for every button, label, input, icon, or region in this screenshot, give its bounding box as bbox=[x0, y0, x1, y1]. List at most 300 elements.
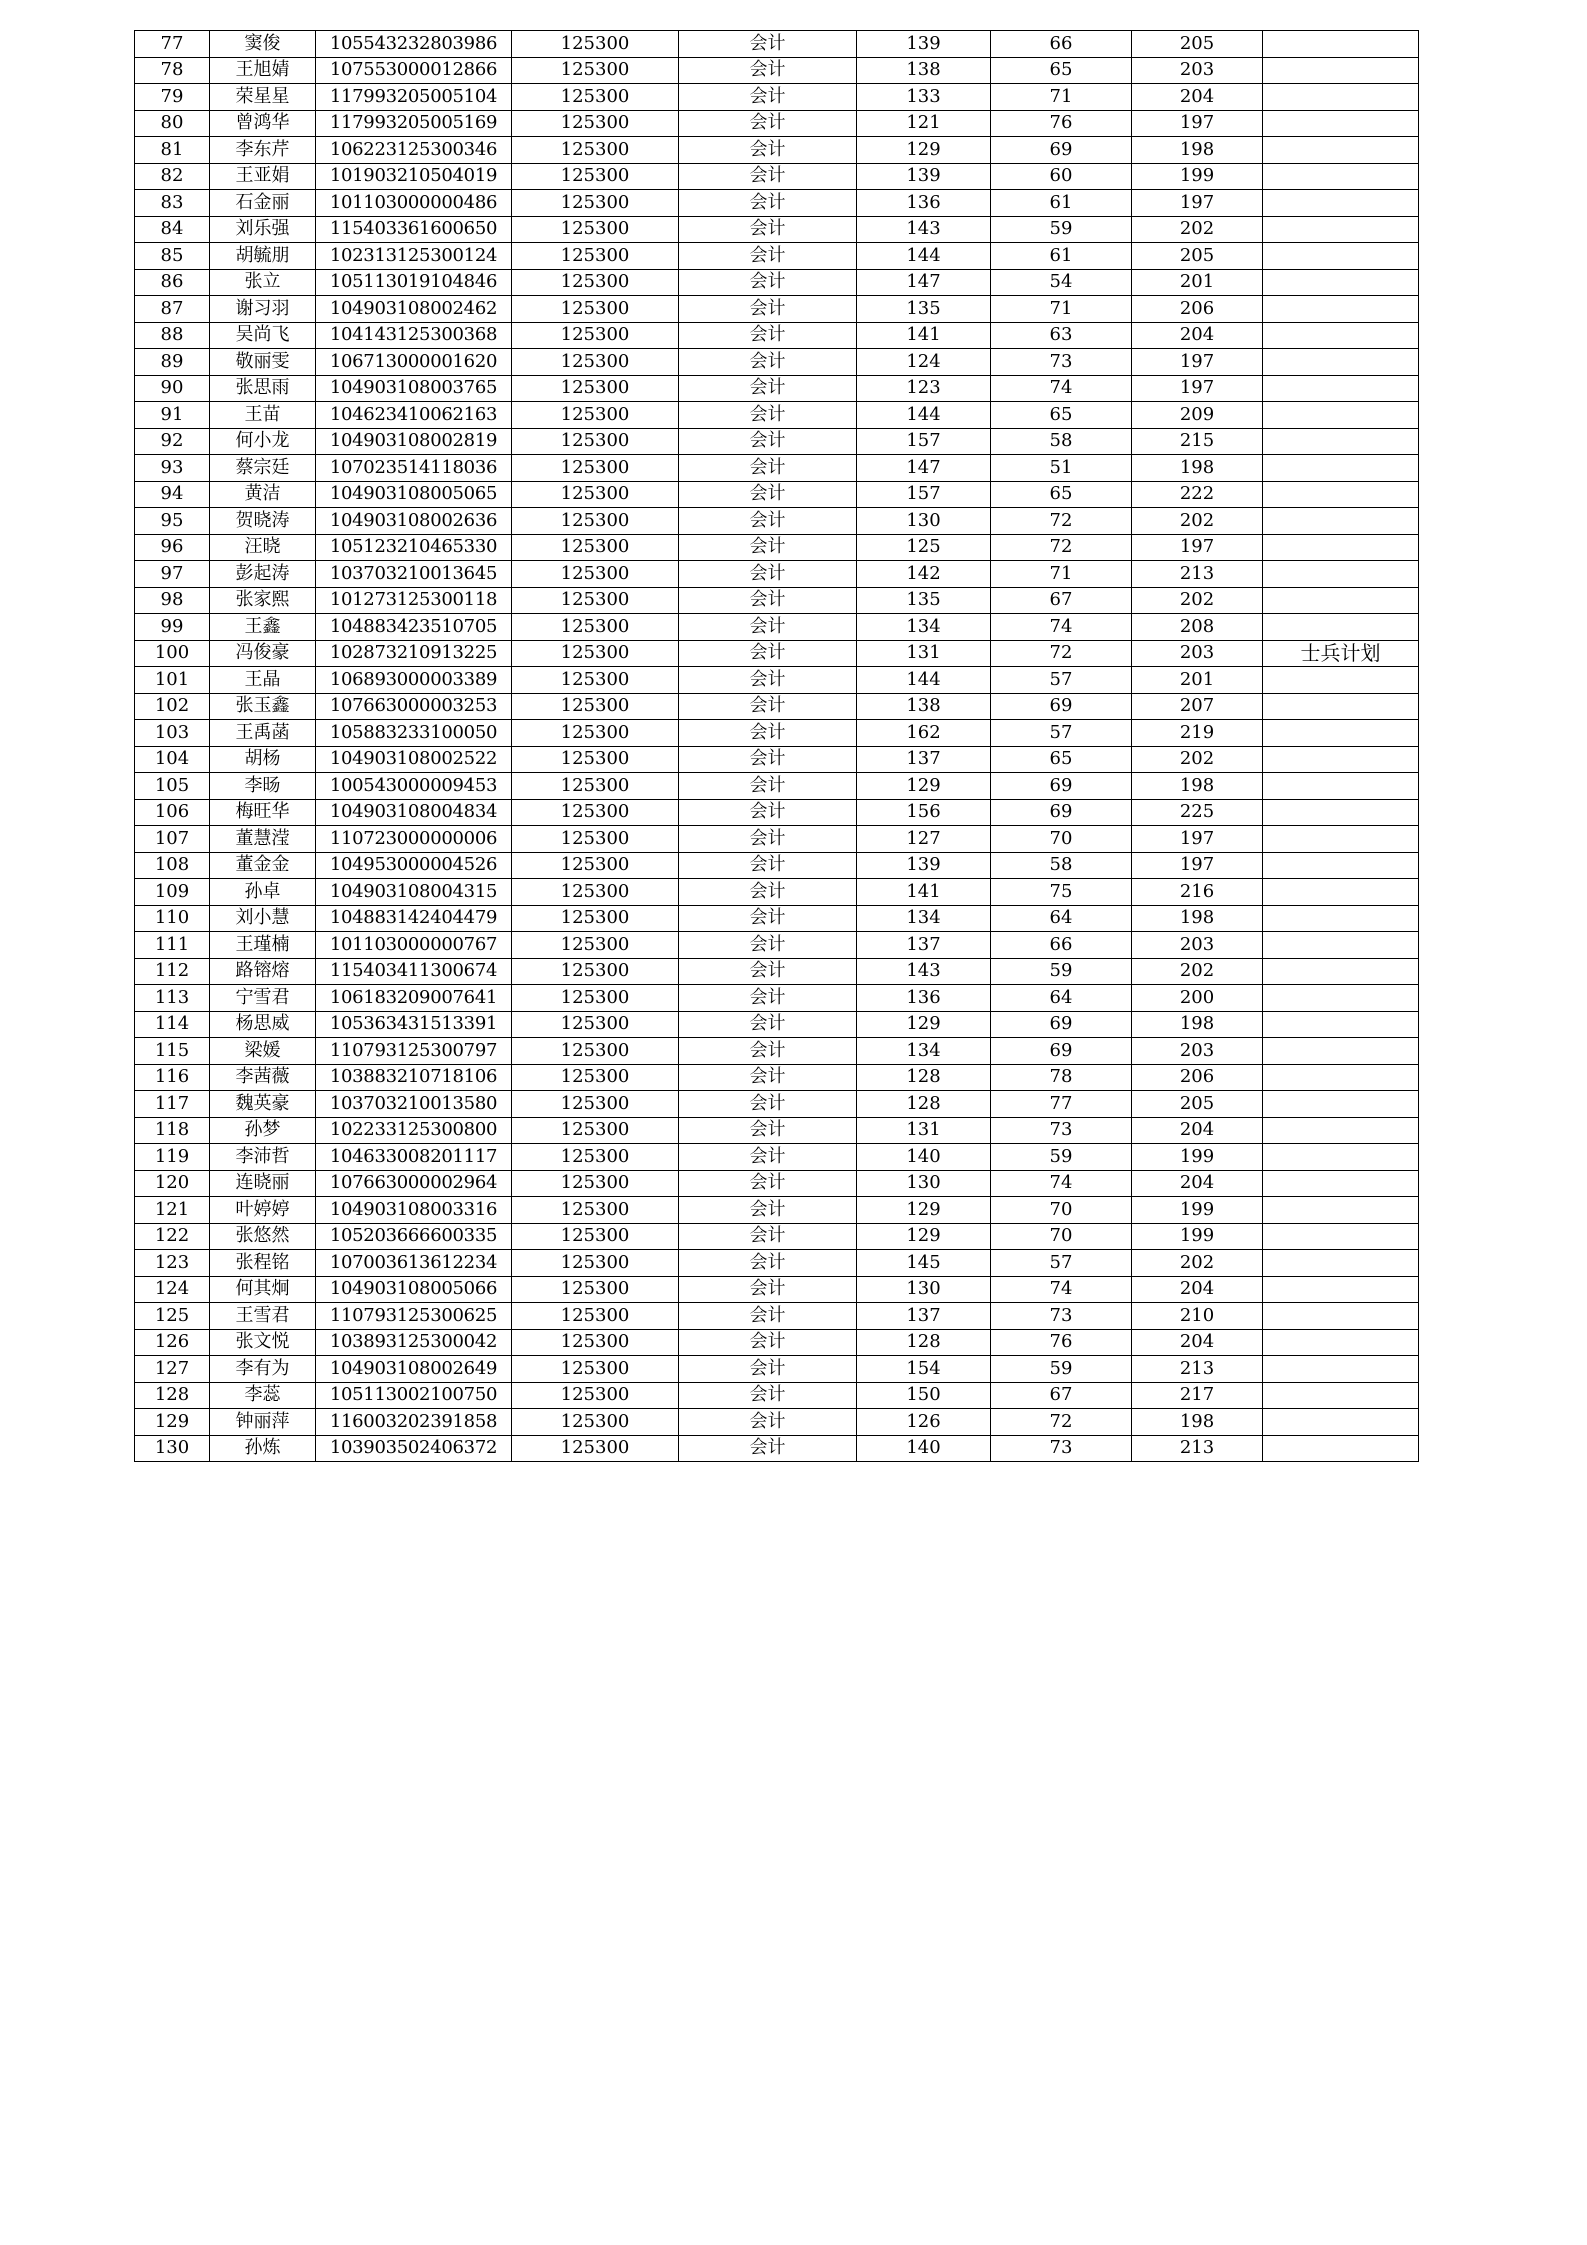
table-row bbox=[135, 905, 1419, 932]
candidate-id-cell: 102233125300800 bbox=[316, 1117, 512, 1144]
total-score-cell: 213 bbox=[1132, 1435, 1263, 1462]
candidate-id-cell: 102313125300124 bbox=[316, 243, 512, 270]
row-number-cell: 106 bbox=[135, 799, 210, 826]
table-row bbox=[135, 1064, 1419, 1091]
remark-cell bbox=[1263, 1276, 1419, 1303]
name-cell: 蔡宗廷 bbox=[210, 455, 316, 482]
table-row bbox=[135, 163, 1419, 190]
table-row bbox=[135, 958, 1419, 985]
major-code-cell: 125300 bbox=[512, 799, 679, 826]
major-name-cell: 会计 bbox=[679, 1356, 857, 1383]
major-name-cell: 会计 bbox=[679, 1303, 857, 1330]
remark-cell bbox=[1263, 985, 1419, 1012]
candidate-id-cell: 104903108002649 bbox=[316, 1356, 512, 1383]
candidate-id-cell: 106713000001620 bbox=[316, 349, 512, 376]
row-number-cell: 85 bbox=[135, 243, 210, 270]
name-cell: 窦俊 bbox=[210, 31, 316, 58]
table-row bbox=[135, 879, 1419, 906]
candidate-id-cell: 104903108005065 bbox=[316, 481, 512, 508]
candidate-id-cell: 106223125300346 bbox=[316, 137, 512, 164]
major-name-cell: 会计 bbox=[679, 137, 857, 164]
major-code-cell: 125300 bbox=[512, 614, 679, 641]
total-score-cell: 205 bbox=[1132, 243, 1263, 270]
initial-score-cell: 150 bbox=[857, 1382, 991, 1409]
retest-score-cell: 71 bbox=[991, 84, 1132, 111]
initial-score-cell: 138 bbox=[857, 693, 991, 720]
candidate-id-cell: 117993205005169 bbox=[316, 110, 512, 137]
table-row bbox=[135, 402, 1419, 429]
row-number-cell: 100 bbox=[135, 640, 210, 667]
major-code-cell: 125300 bbox=[512, 1038, 679, 1065]
total-score-cell: 203 bbox=[1132, 932, 1263, 959]
row-number-cell: 91 bbox=[135, 402, 210, 429]
remark-cell: 士兵计划 bbox=[1263, 640, 1419, 667]
initial-score-cell: 147 bbox=[857, 269, 991, 296]
table-row bbox=[135, 1409, 1419, 1436]
name-cell: 宁雪君 bbox=[210, 985, 316, 1012]
retest-score-cell: 71 bbox=[991, 561, 1132, 588]
name-cell: 李沛哲 bbox=[210, 1144, 316, 1171]
name-cell: 李东芹 bbox=[210, 137, 316, 164]
name-cell: 魏英豪 bbox=[210, 1091, 316, 1118]
major-name-cell: 会计 bbox=[679, 1276, 857, 1303]
major-code-cell: 125300 bbox=[512, 1064, 679, 1091]
total-score-cell: 201 bbox=[1132, 269, 1263, 296]
major-name-cell: 会计 bbox=[679, 905, 857, 932]
major-code-cell: 125300 bbox=[512, 773, 679, 800]
table-row bbox=[135, 720, 1419, 747]
total-score-cell: 219 bbox=[1132, 720, 1263, 747]
remark-cell bbox=[1263, 163, 1419, 190]
major-code-cell: 125300 bbox=[512, 190, 679, 217]
major-code-cell: 125300 bbox=[512, 852, 679, 879]
table-row bbox=[135, 57, 1419, 84]
total-score-cell: 207 bbox=[1132, 693, 1263, 720]
candidate-id-cell: 105203666600335 bbox=[316, 1223, 512, 1250]
candidate-id-cell: 104903108005066 bbox=[316, 1276, 512, 1303]
remark-cell bbox=[1263, 296, 1419, 323]
retest-score-cell: 73 bbox=[991, 1303, 1132, 1330]
initial-score-cell: 125 bbox=[857, 534, 991, 561]
candidate-id-cell: 116003202391858 bbox=[316, 1409, 512, 1436]
initial-score-cell: 144 bbox=[857, 243, 991, 270]
total-score-cell: 209 bbox=[1132, 402, 1263, 429]
initial-score-cell: 154 bbox=[857, 1356, 991, 1383]
remark-cell bbox=[1263, 773, 1419, 800]
total-score-cell: 198 bbox=[1132, 137, 1263, 164]
candidate-id-cell: 107663000002964 bbox=[316, 1170, 512, 1197]
table-row bbox=[135, 587, 1419, 614]
retest-score-cell: 64 bbox=[991, 985, 1132, 1012]
name-cell: 钟丽萍 bbox=[210, 1409, 316, 1436]
initial-score-cell: 156 bbox=[857, 799, 991, 826]
major-name-cell: 会计 bbox=[679, 508, 857, 535]
initial-score-cell: 128 bbox=[857, 1064, 991, 1091]
total-score-cell: 197 bbox=[1132, 349, 1263, 376]
retest-score-cell: 58 bbox=[991, 428, 1132, 455]
remark-cell bbox=[1263, 534, 1419, 561]
candidate-id-cell: 104903108002522 bbox=[316, 746, 512, 773]
candidate-id-cell: 103893125300042 bbox=[316, 1329, 512, 1356]
row-number-cell: 93 bbox=[135, 455, 210, 482]
row-number-cell: 103 bbox=[135, 720, 210, 747]
candidate-id-cell: 105363431513391 bbox=[316, 1011, 512, 1038]
initial-score-cell: 129 bbox=[857, 1197, 991, 1224]
initial-score-cell: 129 bbox=[857, 773, 991, 800]
retest-score-cell: 70 bbox=[991, 1197, 1132, 1224]
total-score-cell: 198 bbox=[1132, 1409, 1263, 1436]
major-code-cell: 125300 bbox=[512, 1091, 679, 1118]
candidate-id-cell: 107663000003253 bbox=[316, 693, 512, 720]
candidate-id-cell: 104883142404479 bbox=[316, 905, 512, 932]
initial-score-cell: 139 bbox=[857, 163, 991, 190]
name-cell: 冯俊豪 bbox=[210, 640, 316, 667]
remark-cell bbox=[1263, 402, 1419, 429]
major-name-cell: 会计 bbox=[679, 746, 857, 773]
major-name-cell: 会计 bbox=[679, 110, 857, 137]
major-name-cell: 会计 bbox=[679, 852, 857, 879]
total-score-cell: 216 bbox=[1132, 879, 1263, 906]
row-number-cell: 121 bbox=[135, 1197, 210, 1224]
major-code-cell: 125300 bbox=[512, 1144, 679, 1171]
retest-score-cell: 69 bbox=[991, 137, 1132, 164]
candidate-id-cell: 115403411300674 bbox=[316, 958, 512, 985]
table-row bbox=[135, 667, 1419, 694]
table-row bbox=[135, 1091, 1419, 1118]
total-score-cell: 204 bbox=[1132, 1276, 1263, 1303]
initial-score-cell: 162 bbox=[857, 720, 991, 747]
major-code-cell: 125300 bbox=[512, 296, 679, 323]
initial-score-cell: 134 bbox=[857, 614, 991, 641]
major-code-cell: 125300 bbox=[512, 375, 679, 402]
total-score-cell: 200 bbox=[1132, 985, 1263, 1012]
remark-cell bbox=[1263, 243, 1419, 270]
major-code-cell: 125300 bbox=[512, 932, 679, 959]
name-cell: 王禹菡 bbox=[210, 720, 316, 747]
candidate-id-cell: 103703210013580 bbox=[316, 1091, 512, 1118]
retest-score-cell: 70 bbox=[991, 1223, 1132, 1250]
total-score-cell: 204 bbox=[1132, 322, 1263, 349]
name-cell: 梁媛 bbox=[210, 1038, 316, 1065]
remark-cell bbox=[1263, 31, 1419, 58]
total-score-cell: 202 bbox=[1132, 1250, 1263, 1277]
major-code-cell: 125300 bbox=[512, 110, 679, 137]
row-number-cell: 111 bbox=[135, 932, 210, 959]
retest-score-cell: 72 bbox=[991, 1409, 1132, 1436]
candidate-id-cell: 102873210913225 bbox=[316, 640, 512, 667]
initial-score-cell: 141 bbox=[857, 879, 991, 906]
major-name-cell: 会计 bbox=[679, 720, 857, 747]
retest-score-cell: 73 bbox=[991, 1435, 1132, 1462]
retest-score-cell: 51 bbox=[991, 455, 1132, 482]
candidate-id-cell: 104623410062163 bbox=[316, 402, 512, 429]
remark-cell bbox=[1263, 190, 1419, 217]
major-code-cell: 125300 bbox=[512, 31, 679, 58]
initial-score-cell: 128 bbox=[857, 1329, 991, 1356]
initial-score-cell: 123 bbox=[857, 375, 991, 402]
total-score-cell: 203 bbox=[1132, 640, 1263, 667]
total-score-cell: 203 bbox=[1132, 57, 1263, 84]
retest-score-cell: 61 bbox=[991, 243, 1132, 270]
major-code-cell: 125300 bbox=[512, 481, 679, 508]
major-name-cell: 会计 bbox=[679, 534, 857, 561]
initial-score-cell: 145 bbox=[857, 1250, 991, 1277]
row-number-cell: 120 bbox=[135, 1170, 210, 1197]
initial-score-cell: 143 bbox=[857, 958, 991, 985]
initial-score-cell: 140 bbox=[857, 1144, 991, 1171]
total-score-cell: 199 bbox=[1132, 1144, 1263, 1171]
total-score-cell: 206 bbox=[1132, 1064, 1263, 1091]
name-cell: 吴尚飞 bbox=[210, 322, 316, 349]
retest-score-cell: 54 bbox=[991, 269, 1132, 296]
major-name-cell: 会计 bbox=[679, 1091, 857, 1118]
table-row bbox=[135, 216, 1419, 243]
initial-score-cell: 139 bbox=[857, 852, 991, 879]
retest-score-cell: 71 bbox=[991, 296, 1132, 323]
table-row bbox=[135, 1223, 1419, 1250]
initial-score-cell: 157 bbox=[857, 428, 991, 455]
initial-score-cell: 147 bbox=[857, 455, 991, 482]
row-number-cell: 80 bbox=[135, 110, 210, 137]
initial-score-cell: 142 bbox=[857, 561, 991, 588]
name-cell: 张程铭 bbox=[210, 1250, 316, 1277]
candidate-id-cell: 103883210718106 bbox=[316, 1064, 512, 1091]
initial-score-cell: 130 bbox=[857, 508, 991, 535]
table-row bbox=[135, 296, 1419, 323]
remark-cell bbox=[1263, 746, 1419, 773]
table-row bbox=[135, 1011, 1419, 1038]
initial-score-cell: 137 bbox=[857, 746, 991, 773]
table-row bbox=[135, 428, 1419, 455]
retest-score-cell: 76 bbox=[991, 1329, 1132, 1356]
row-number-cell: 124 bbox=[135, 1276, 210, 1303]
name-cell: 胡杨 bbox=[210, 746, 316, 773]
initial-score-cell: 121 bbox=[857, 110, 991, 137]
major-code-cell: 125300 bbox=[512, 1329, 679, 1356]
initial-score-cell: 131 bbox=[857, 640, 991, 667]
candidate-id-cell: 110793125300797 bbox=[316, 1038, 512, 1065]
candidate-id-cell: 104903108003316 bbox=[316, 1197, 512, 1224]
retest-score-cell: 65 bbox=[991, 746, 1132, 773]
table-row bbox=[135, 455, 1419, 482]
candidate-id-cell: 107003613612234 bbox=[316, 1250, 512, 1277]
name-cell: 李蕊 bbox=[210, 1382, 316, 1409]
retest-score-cell: 59 bbox=[991, 1356, 1132, 1383]
remark-cell bbox=[1263, 1329, 1419, 1356]
row-number-cell: 86 bbox=[135, 269, 210, 296]
table-row bbox=[135, 1303, 1419, 1330]
major-name-cell: 会计 bbox=[679, 773, 857, 800]
table-row bbox=[135, 375, 1419, 402]
table-row bbox=[135, 1117, 1419, 1144]
total-score-cell: 225 bbox=[1132, 799, 1263, 826]
candidate-id-cell: 110793125300625 bbox=[316, 1303, 512, 1330]
major-name-cell: 会计 bbox=[679, 826, 857, 853]
candidate-id-cell: 106893000003389 bbox=[316, 667, 512, 694]
retest-score-cell: 59 bbox=[991, 1144, 1132, 1171]
retest-score-cell: 63 bbox=[991, 322, 1132, 349]
row-number-cell: 101 bbox=[135, 667, 210, 694]
name-cell: 孙梦 bbox=[210, 1117, 316, 1144]
major-name-cell: 会计 bbox=[679, 1382, 857, 1409]
major-code-cell: 125300 bbox=[512, 1011, 679, 1038]
remark-cell bbox=[1263, 455, 1419, 482]
name-cell: 叶婷婷 bbox=[210, 1197, 316, 1224]
name-cell: 张文悦 bbox=[210, 1329, 316, 1356]
candidate-id-cell: 110723000000006 bbox=[316, 826, 512, 853]
table-row bbox=[135, 1435, 1419, 1462]
table-row bbox=[135, 190, 1419, 217]
row-number-cell: 99 bbox=[135, 614, 210, 641]
name-cell: 李旸 bbox=[210, 773, 316, 800]
total-score-cell: 205 bbox=[1132, 31, 1263, 58]
remark-cell bbox=[1263, 1144, 1419, 1171]
total-score-cell: 197 bbox=[1132, 534, 1263, 561]
retest-score-cell: 67 bbox=[991, 1382, 1132, 1409]
total-score-cell: 198 bbox=[1132, 455, 1263, 482]
row-number-cell: 116 bbox=[135, 1064, 210, 1091]
name-cell: 张玉鑫 bbox=[210, 693, 316, 720]
candidate-id-cell: 115403361600650 bbox=[316, 216, 512, 243]
candidate-id-cell: 101903210504019 bbox=[316, 163, 512, 190]
initial-score-cell: 130 bbox=[857, 1170, 991, 1197]
major-name-cell: 会计 bbox=[679, 31, 857, 58]
major-code-cell: 125300 bbox=[512, 1276, 679, 1303]
name-cell: 王晶 bbox=[210, 667, 316, 694]
candidate-id-cell: 107023514118036 bbox=[316, 455, 512, 482]
name-cell: 孙炼 bbox=[210, 1435, 316, 1462]
total-score-cell: 222 bbox=[1132, 481, 1263, 508]
major-name-cell: 会计 bbox=[679, 693, 857, 720]
remark-cell bbox=[1263, 693, 1419, 720]
row-number-cell: 87 bbox=[135, 296, 210, 323]
table-row bbox=[135, 799, 1419, 826]
major-name-cell: 会计 bbox=[679, 879, 857, 906]
major-name-cell: 会计 bbox=[679, 296, 857, 323]
remark-cell bbox=[1263, 852, 1419, 879]
major-name-cell: 会计 bbox=[679, 640, 857, 667]
retest-score-cell: 70 bbox=[991, 826, 1132, 853]
major-name-cell: 会计 bbox=[679, 1064, 857, 1091]
retest-score-cell: 76 bbox=[991, 110, 1132, 137]
major-name-cell: 会计 bbox=[679, 561, 857, 588]
table-row bbox=[135, 773, 1419, 800]
initial-score-cell: 129 bbox=[857, 137, 991, 164]
remark-cell bbox=[1263, 428, 1419, 455]
row-number-cell: 126 bbox=[135, 1329, 210, 1356]
major-code-cell: 125300 bbox=[512, 826, 679, 853]
retest-score-cell: 75 bbox=[991, 879, 1132, 906]
candidate-id-cell: 104903108002636 bbox=[316, 508, 512, 535]
candidate-id-cell: 105113019104846 bbox=[316, 269, 512, 296]
table-row bbox=[135, 561, 1419, 588]
total-score-cell: 213 bbox=[1132, 1356, 1263, 1383]
retest-score-cell: 69 bbox=[991, 1011, 1132, 1038]
major-name-cell: 会计 bbox=[679, 1197, 857, 1224]
remark-cell bbox=[1263, 84, 1419, 111]
total-score-cell: 199 bbox=[1132, 1223, 1263, 1250]
remark-cell bbox=[1263, 826, 1419, 853]
initial-score-cell: 137 bbox=[857, 932, 991, 959]
table-row bbox=[135, 1144, 1419, 1171]
name-cell: 汪晓 bbox=[210, 534, 316, 561]
major-code-cell: 125300 bbox=[512, 667, 679, 694]
row-number-cell: 128 bbox=[135, 1382, 210, 1409]
retest-score-cell: 69 bbox=[991, 773, 1132, 800]
total-score-cell: 197 bbox=[1132, 190, 1263, 217]
major-code-cell: 125300 bbox=[512, 587, 679, 614]
candidate-id-cell: 104903108003765 bbox=[316, 375, 512, 402]
retest-score-cell: 65 bbox=[991, 481, 1132, 508]
table-row bbox=[135, 243, 1419, 270]
remark-cell bbox=[1263, 667, 1419, 694]
name-cell: 荣星星 bbox=[210, 84, 316, 111]
name-cell: 王瑾楠 bbox=[210, 932, 316, 959]
major-code-cell: 125300 bbox=[512, 243, 679, 270]
retest-score-cell: 77 bbox=[991, 1091, 1132, 1118]
major-name-cell: 会计 bbox=[679, 799, 857, 826]
candidate-id-cell: 104633008201117 bbox=[316, 1144, 512, 1171]
name-cell: 梅旺华 bbox=[210, 799, 316, 826]
row-number-cell: 127 bbox=[135, 1356, 210, 1383]
major-code-cell: 125300 bbox=[512, 746, 679, 773]
remark-cell bbox=[1263, 1409, 1419, 1436]
major-code-cell: 125300 bbox=[512, 402, 679, 429]
retest-score-cell: 73 bbox=[991, 1117, 1132, 1144]
row-number-cell: 107 bbox=[135, 826, 210, 853]
initial-score-cell: 136 bbox=[857, 985, 991, 1012]
major-name-cell: 会计 bbox=[679, 1011, 857, 1038]
name-cell: 曾鸿华 bbox=[210, 110, 316, 137]
retest-score-cell: 69 bbox=[991, 799, 1132, 826]
major-name-cell: 会计 bbox=[679, 84, 857, 111]
row-number-cell: 122 bbox=[135, 1223, 210, 1250]
total-score-cell: 198 bbox=[1132, 1011, 1263, 1038]
total-score-cell: 201 bbox=[1132, 667, 1263, 694]
candidate-id-cell: 101103000000486 bbox=[316, 190, 512, 217]
major-code-cell: 125300 bbox=[512, 1382, 679, 1409]
major-name-cell: 会计 bbox=[679, 985, 857, 1012]
name-cell: 杨思威 bbox=[210, 1011, 316, 1038]
table-row bbox=[135, 1197, 1419, 1224]
initial-score-cell: 139 bbox=[857, 31, 991, 58]
candidate-id-cell: 104903108004315 bbox=[316, 879, 512, 906]
remark-cell bbox=[1263, 1303, 1419, 1330]
retest-score-cell: 74 bbox=[991, 614, 1132, 641]
candidate-id-cell: 104953000004526 bbox=[316, 852, 512, 879]
total-score-cell: 202 bbox=[1132, 746, 1263, 773]
major-code-cell: 125300 bbox=[512, 349, 679, 376]
total-score-cell: 215 bbox=[1132, 428, 1263, 455]
name-cell: 张思雨 bbox=[210, 375, 316, 402]
name-cell: 连晓丽 bbox=[210, 1170, 316, 1197]
retest-score-cell: 66 bbox=[991, 932, 1132, 959]
remark-cell bbox=[1263, 508, 1419, 535]
table-row bbox=[135, 269, 1419, 296]
major-name-cell: 会计 bbox=[679, 322, 857, 349]
initial-score-cell: 127 bbox=[857, 826, 991, 853]
initial-score-cell: 130 bbox=[857, 1276, 991, 1303]
row-number-cell: 108 bbox=[135, 852, 210, 879]
major-code-cell: 125300 bbox=[512, 1356, 679, 1383]
row-number-cell: 83 bbox=[135, 190, 210, 217]
row-number-cell: 102 bbox=[135, 693, 210, 720]
remark-cell bbox=[1263, 322, 1419, 349]
major-code-cell: 125300 bbox=[512, 693, 679, 720]
remark-cell bbox=[1263, 799, 1419, 826]
initial-score-cell: 134 bbox=[857, 905, 991, 932]
name-cell: 王旭婧 bbox=[210, 57, 316, 84]
